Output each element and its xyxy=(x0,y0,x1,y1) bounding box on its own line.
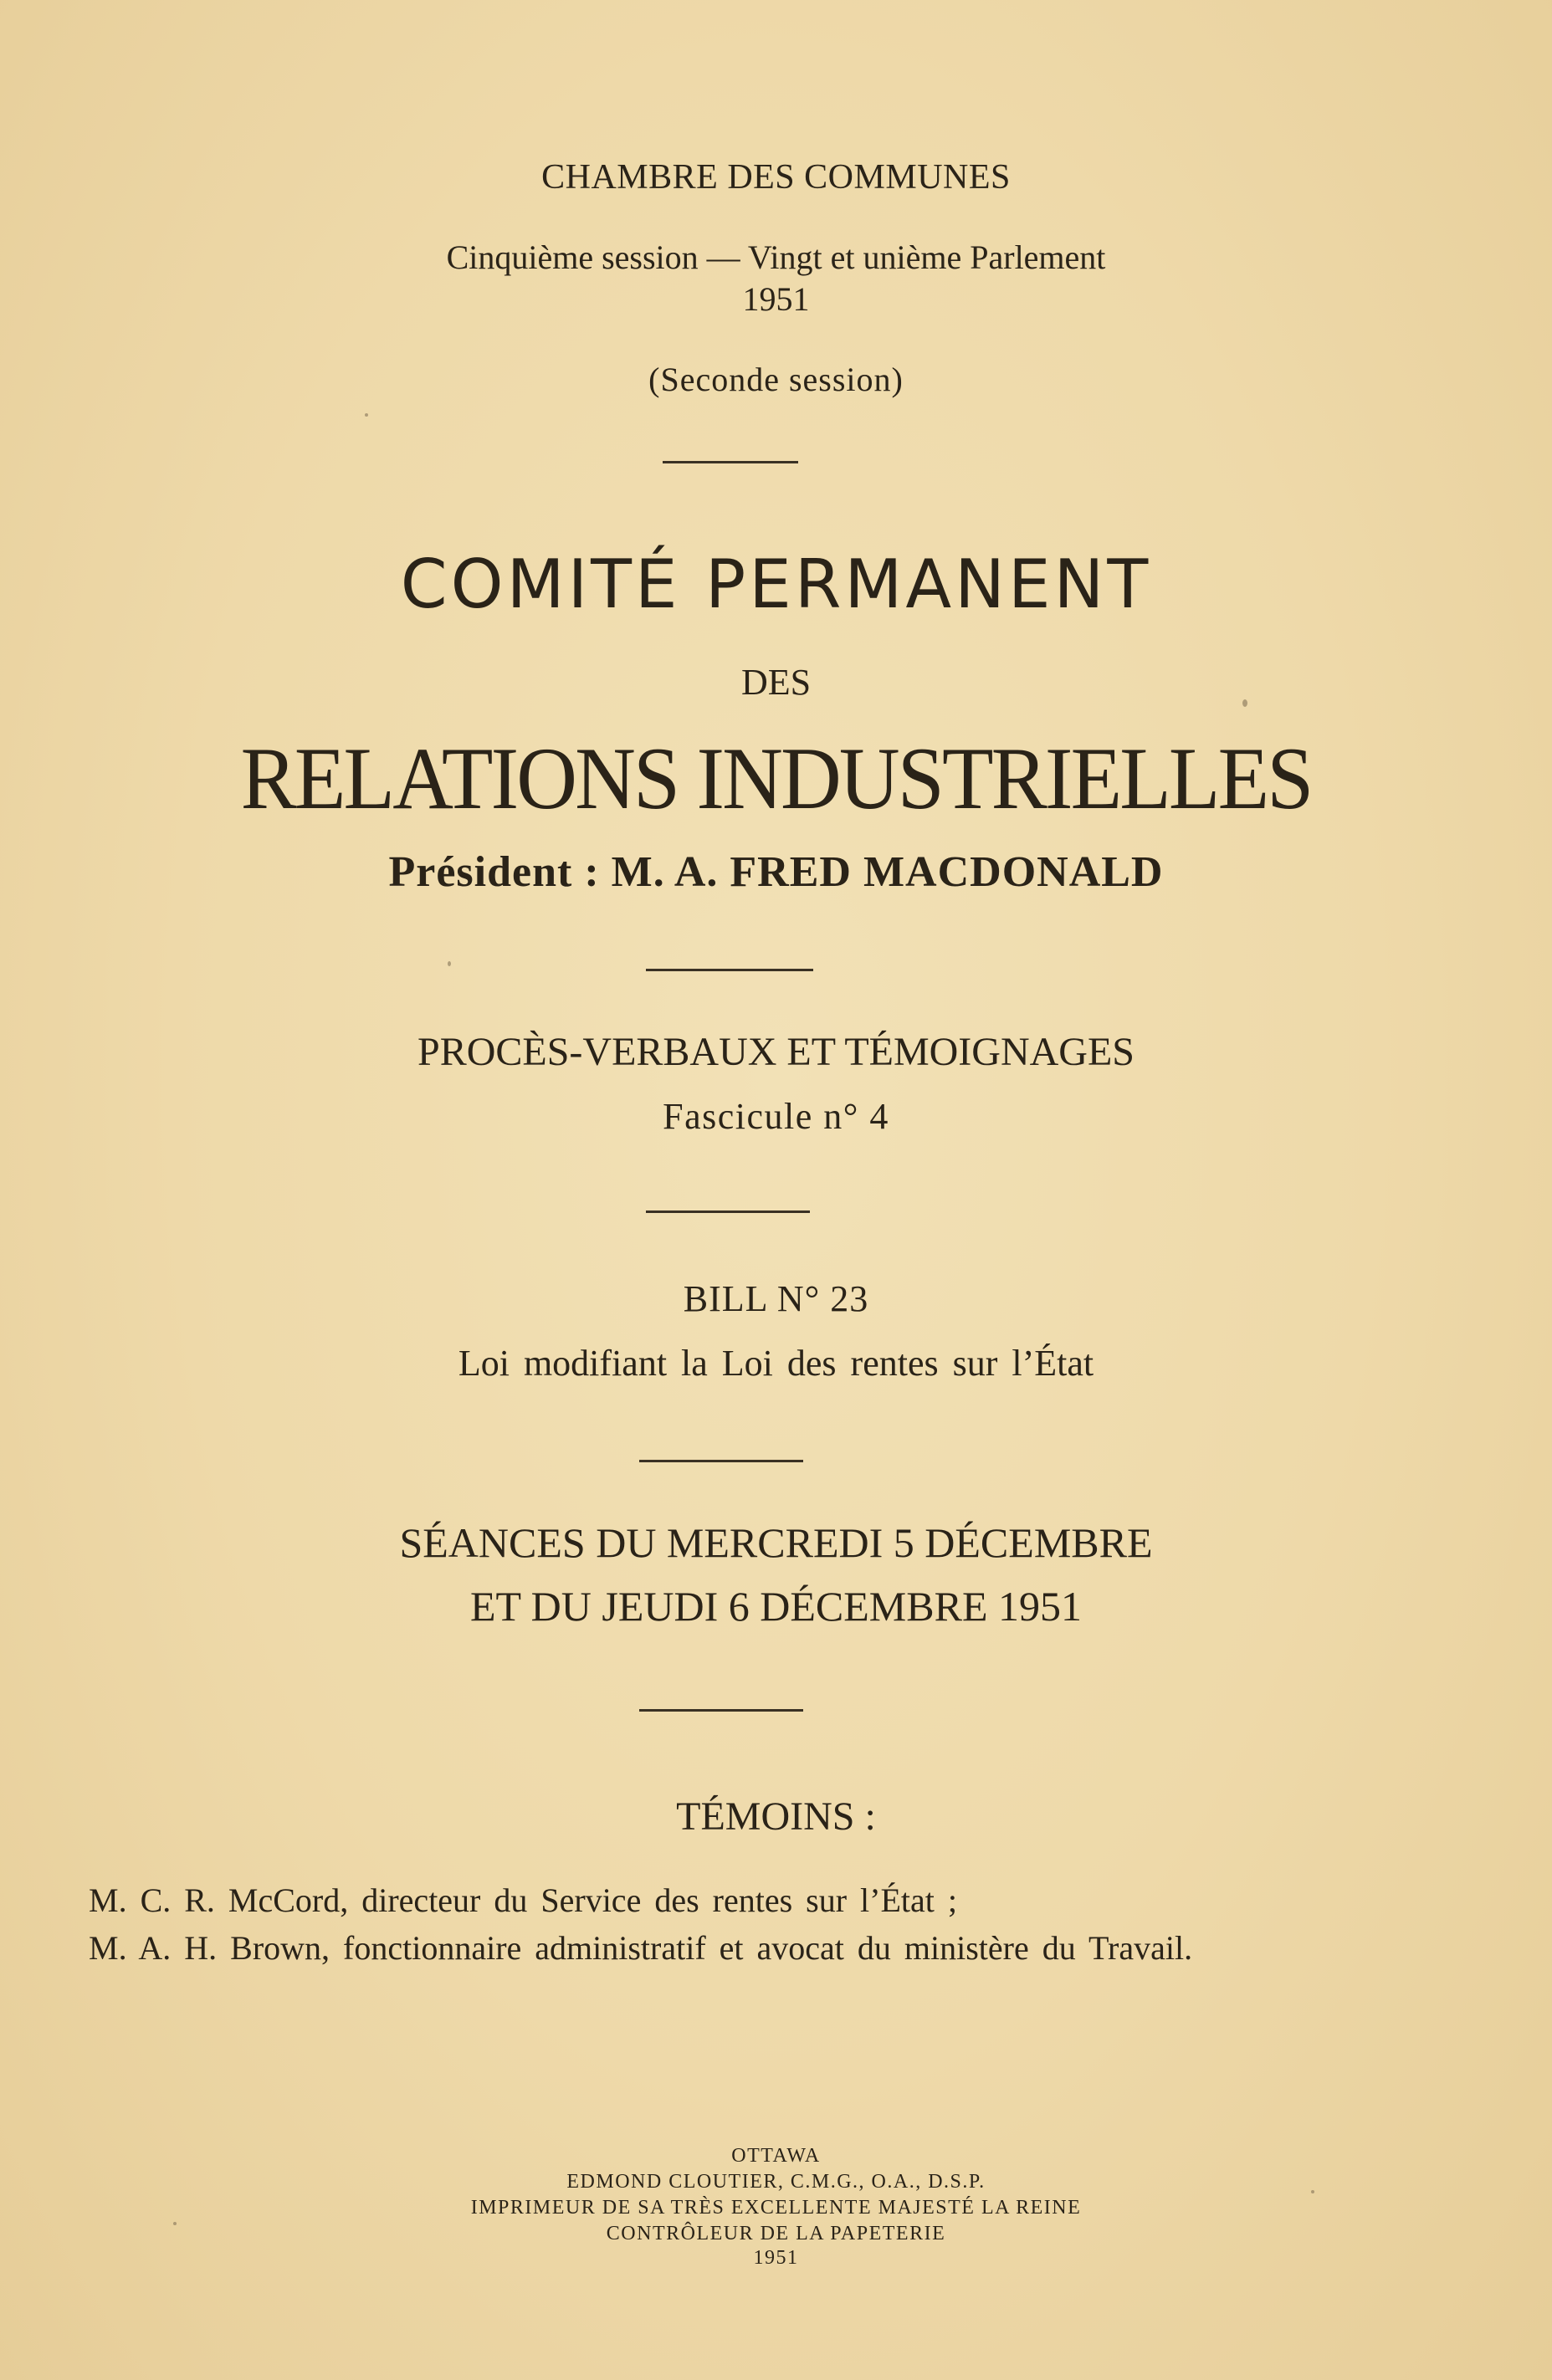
sittings-line-2: ET DU JEUDI 6 DÉCEMBRE 1951 xyxy=(469,1583,1082,1630)
proceedings-title: PROCÈS-VERBAUX ET TÉMOIGNAGES xyxy=(417,1030,1135,1074)
imprint-controller: CONTRÔLEUR DE LA PAPETERIE xyxy=(606,2223,946,2244)
chairman: Président : M. A. FRED MACDONALD xyxy=(388,848,1164,896)
session-year: 1951 xyxy=(742,280,810,318)
session-line: Cinquième session — Vingt et unième Parlement xyxy=(446,238,1106,276)
witness-item: M. A. H. Brown, fonctionnaire administratif et avocat du ministère du Travail. xyxy=(89,1929,1193,1967)
paper-speck xyxy=(365,413,368,417)
divider-3 xyxy=(646,1210,810,1213)
committee-line-1: COMITÉ PERMANENT xyxy=(400,545,1152,623)
imprint-printer: EDMOND CLOUTIER, C.M.G., O.A., D.S.P. xyxy=(566,2171,986,2193)
divider-1 xyxy=(663,461,798,463)
divider-4 xyxy=(639,1460,803,1462)
house-name: CHAMBRE DES COMMUNES xyxy=(541,158,1011,197)
paper-speck xyxy=(1311,2190,1314,2193)
sittings-line-1: SÉANCES DU MERCREDI 5 DÉCEMBRE xyxy=(399,1519,1153,1566)
issue-number: Fascicule n° 4 xyxy=(663,1096,889,1137)
imprint-year: 1951 xyxy=(753,2247,799,2269)
second-session: (Seconde session) xyxy=(648,361,904,398)
witness-item: M. C. R. McCord, directeur du Service des rentes sur l’État ; xyxy=(89,1881,957,1919)
divider-2 xyxy=(646,969,813,971)
paper-speck xyxy=(1242,699,1247,707)
imprint-city: OTTAWA xyxy=(731,2145,821,2167)
committee-line-2: DES xyxy=(740,662,812,703)
committee-line-3: RELATIONS INDUSTRIELLES xyxy=(240,729,1312,827)
bill-title: Loi modifiant la Loi des rentes sur l’État xyxy=(458,1343,1094,1384)
bill-number: BILL N° 23 xyxy=(683,1278,869,1319)
witnesses-heading: TÉMOINS : xyxy=(676,1794,876,1839)
paper-speck xyxy=(173,2222,177,2225)
imprint-printer-title: IMPRIMEUR DE SA TRÈS EXCELLENTE MAJESTÉ LA REINE xyxy=(470,2197,1082,2219)
divider-5 xyxy=(639,1709,803,1712)
paper-speck xyxy=(448,961,451,966)
